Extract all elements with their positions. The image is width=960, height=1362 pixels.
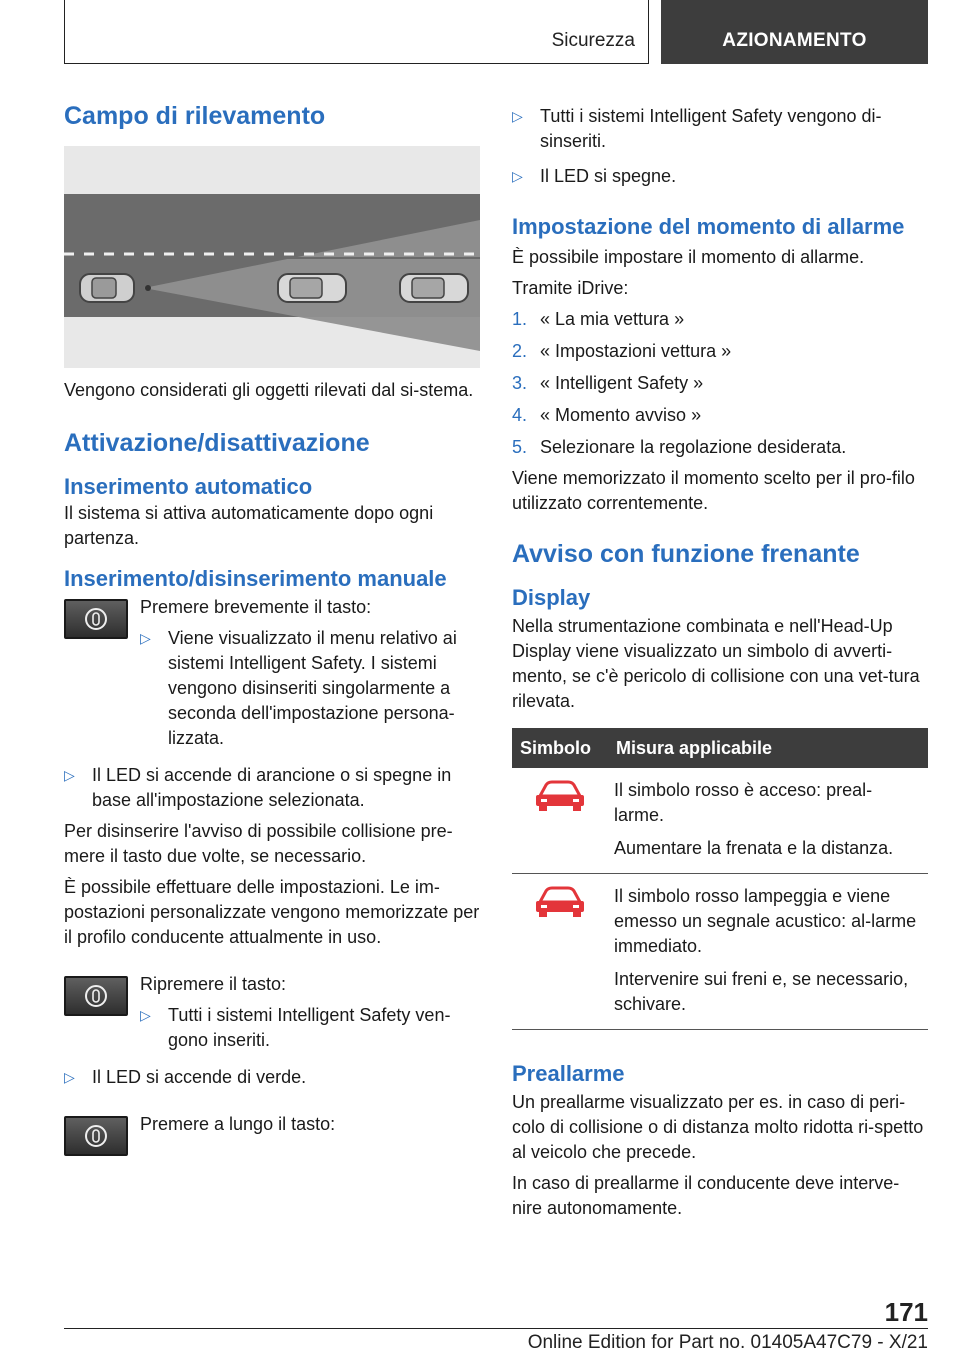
own-car-icon (80, 274, 134, 302)
table-header-measure: Misura applicabile (608, 728, 928, 768)
footer-divider (64, 1328, 928, 1329)
row-1-line-1: Il simbolo rosso è acceso: preal-larme. (614, 780, 873, 825)
right-bullet-1 (512, 104, 928, 154)
prealarm-text: Un preallarme visualizzato per es. in caso di peri-colo di collisione o di distanza molto ridotta ri-spetto al veicolo che precede. (512, 1092, 924, 1162)
memo-text: Viene memorizzato il momento scelto per il pro-filo utilizzato correntemente. (512, 468, 915, 513)
page-number: 171 (884, 1297, 928, 1327)
prealarm-text-2: In caso di preallarme il conducente deve interve-nire autonomamente. (512, 1173, 900, 1218)
step-number: 2. (512, 341, 528, 361)
list-item (512, 435, 928, 460)
display-title: Display (512, 585, 591, 610)
left-column (64, 100, 480, 1172)
car-warning-icon (534, 778, 586, 812)
led-bullet-1 (64, 763, 480, 813)
right-bullet-2 (512, 164, 928, 189)
list-item (512, 403, 928, 428)
timing-title: Impostazione del momento di allarme (512, 214, 905, 239)
step-number: 4. (512, 405, 528, 425)
prealarm-title: Preallarme (512, 1061, 625, 1086)
chapter-tab: AZIONAMENTO (661, 0, 928, 64)
step-text: « Impostazioni vettura » (540, 341, 732, 361)
triangle-bullet-icon: ▷ (512, 168, 523, 184)
detected-car-2-icon (400, 274, 468, 302)
steps-list (512, 307, 928, 460)
list-item (512, 371, 928, 396)
triangle-bullet-icon: ▷ (64, 767, 75, 783)
detected-car-1-icon (278, 274, 346, 302)
detection-range-illustration (64, 146, 480, 368)
table-row (512, 768, 928, 874)
right-column (512, 104, 928, 1221)
step-number: 1. (512, 309, 528, 329)
triangle-bullet-icon: ▷ (140, 1007, 151, 1023)
car-warning-icon (534, 884, 586, 918)
button-icon (64, 1116, 128, 1156)
led-bullet-2 (64, 1065, 480, 1090)
list-item (512, 339, 928, 364)
led-bullet-1-text: Il LED si accende di arancione o si spegne in base all'impostazione selezionata. (92, 765, 452, 810)
step-number: 3. (512, 373, 528, 393)
row-2-line-2: Intervenire sui freni e, se necessario, schivare. (614, 969, 909, 1014)
step-number: 5. (512, 437, 528, 457)
row-2-line-1: Il simbolo rosso lampeggia e viene emesso un segnale acustico: al-larme immediato. (614, 886, 917, 956)
edition-text: Online Edition for Part no. 01405A47C79 - X/21 (527, 1332, 928, 1353)
manual-title: Inserimento/disinserimento manuale (64, 566, 447, 591)
step-text: « Momento avviso » (540, 405, 702, 425)
table-row (512, 874, 928, 1030)
section-label: Sicurezza (551, 30, 635, 51)
timing-text: È possibile impostare il momento di allarme. (512, 247, 865, 267)
press-again-text: Ripremere il tasto: (140, 974, 287, 994)
detection-range-figure (64, 146, 480, 368)
brake-title: Avviso con funzione frenante (512, 540, 860, 568)
auto-title: Inserimento automatico (64, 474, 313, 499)
campo-caption: Vengono considerati gli oggetti rilevati dal si-stema. (64, 380, 474, 400)
button-icon (64, 976, 128, 1016)
press-again-block (64, 972, 480, 1053)
step-text: « La mia vettura » (540, 309, 685, 329)
press-again-bullet (140, 1003, 480, 1053)
press-short-text: Premere brevemente il tasto: (140, 597, 372, 617)
step-text: Selezionare la regolazione desiderata. (540, 437, 847, 457)
disable-text: Per disinserire l'avviso di possibile collisione pre-mere il tasto due volte, se necessario. (64, 821, 453, 866)
press-short-bullet-text: Viene visualizzato il menu relativo ai sistemi Intelligent Safety. I sistemi vengono disinseriti singolarmente a seconda dell'impostazione persona-lizzata. (168, 628, 457, 748)
press-short-block (64, 595, 480, 751)
list-item (512, 307, 928, 332)
settings-text: È possibile effettuare delle impostazioni. Le im-postazioni personalizzate vengono memorizzate per il profilo conducente attualmente in uso. (64, 877, 480, 947)
press-long-text: Premere a lungo il tasto: (140, 1114, 336, 1134)
right-bullet-1-text: Tutti i sistemi Intelligent Safety vengono di-sinseriti. (540, 106, 882, 151)
display-text: Nella strumentazione combinata e nell'Head-Up Display viene visualizzato un simbolo di avverti-mento, se c'è pericolo di collisione con una vet-tura rilevata. (512, 616, 920, 711)
row-1-line-2: Aumentare la frenata e la distanza. (614, 838, 894, 858)
led-bullet-2-text: Il LED si accende di verde. (92, 1067, 307, 1087)
activation-title: Attivazione/disattivazione (64, 429, 370, 457)
idrive-text: Tramite iDrive: (512, 278, 629, 298)
press-short-bullet (140, 626, 480, 751)
symbol-table (512, 728, 928, 1030)
right-bullet-2-text: Il LED si spegne. (540, 166, 677, 186)
auto-text: Il sistema si attiva automaticamente dopo ogni partenza. (64, 503, 434, 548)
triangle-bullet-icon: ▷ (64, 1069, 75, 1085)
triangle-bullet-icon: ▷ (140, 630, 151, 646)
page-header (64, 0, 928, 64)
triangle-bullet-icon: ▷ (512, 108, 523, 124)
step-text: « Intelligent Safety » (540, 373, 704, 393)
button-icon (64, 599, 128, 639)
press-long-block (64, 1112, 480, 1172)
table-header-symbol: Simbolo (512, 728, 608, 768)
press-again-bullet-text: Tutti i sistemi Intelligent Safety ven-gono inseriti. (168, 1005, 451, 1050)
campo-title: Campo di rilevamento (64, 102, 326, 130)
